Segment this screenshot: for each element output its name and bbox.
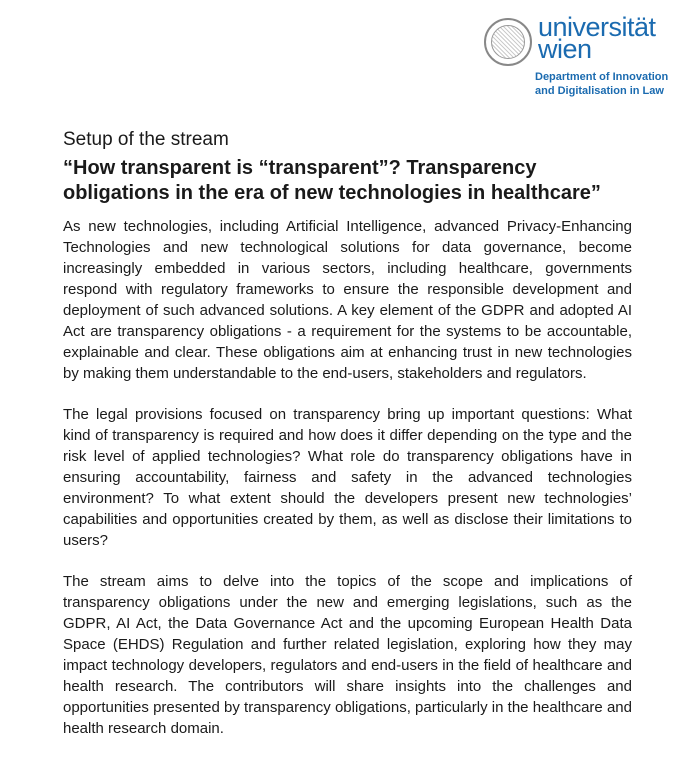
department-line1: Department of Innovation: [535, 71, 669, 83]
paragraph-aims: The stream aims to delve into the topics of the scope and implications of transparency obligations under the new and emerging legislations, such as the GDPR, AI Act, the Data Governance Act and the upcoming European Health Data Space (EHDS) Regulation and further related legislation, exploring how they may impact technology developers, regulators and end-users in the field of healthcare and health research. The contributors will share insights into the challenges and opportunities presented by transparency obligations, particularly in the healthcare and health research domain.: [63, 573, 632, 737]
paragraph-intro: As new technologies, including Artificial Intelligence, advanced Privacy-Enhancing Technologies and new technological solutions for data governance, become increasingly embedded in various sectors, including healthcare, governments respond with regulatory frameworks to ensure the responsible development and deployment of such advanced solutions. A key element of the GDPR and adopted AI Act are transparency obligations - a requirement for the systems to be accountable, explainable and clear. These obligations aim at enhancing trust in new technologies by making them understandable to the end-users, stakeholders and regulators.: [63, 218, 632, 382]
university-seal-icon: [484, 18, 532, 66]
stream-title: [63, 156, 632, 206]
title-line1: “How transparent is “transparent”? Transparency: [63, 157, 537, 179]
title-line2: obligations in the era of new technologies in healthcare”: [63, 182, 601, 204]
paragraph-questions: The legal provisions focused on transparency bring up important questions: What kind of transparency is required and how does it differ depending on the type and the risk level of applied technologies? What role do transparency obligations have in ensuring accountability, fairness and safety in the advanced technologies environment? To what extent should the developers present new technologies’ capabilities and opportunities created by them, as well as disclose their limitations to users?: [63, 406, 632, 549]
department-name: [535, 70, 668, 98]
logo-name-line1: universität: [538, 12, 656, 42]
section-heading: Setup of the stream: [63, 129, 229, 150]
university-logo: [484, 12, 656, 66]
department-line2: and Digitalisation in Law: [535, 85, 664, 97]
university-name: [538, 12, 656, 64]
logo-name-line2: wien: [538, 34, 592, 64]
document-body: [63, 128, 632, 759]
